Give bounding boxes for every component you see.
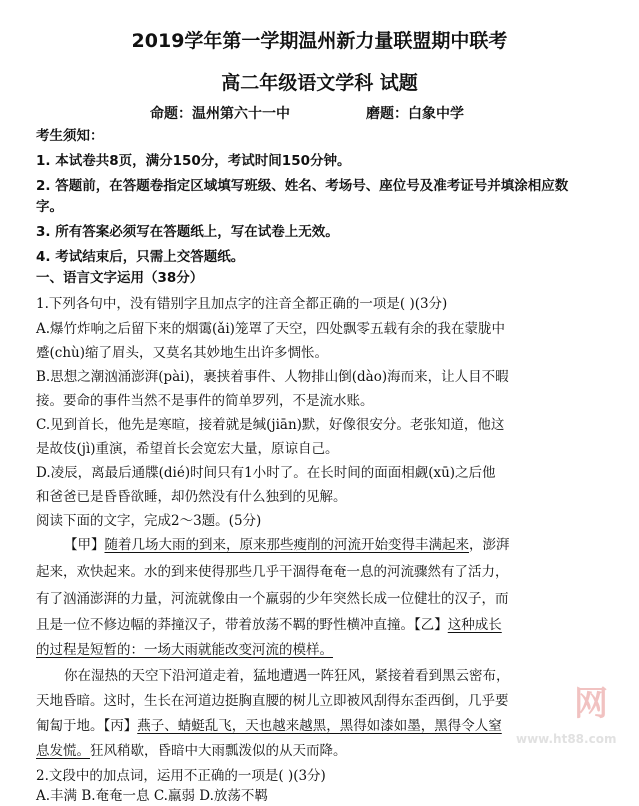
section-heading: 一、语言文字运用（38分） [36, 270, 204, 286]
underlined-sentence-yi: 这种成长 [447, 617, 502, 633]
question-2-options: A.丰满 B.奄奄一息 C.羸弱 D.放荡不羁 [36, 788, 268, 804]
option-a-line-1: A.爆竹炸响之后留下来的烟霭(ǎi)笼罩了天空，四处飘零五载有余的我在蒙胧中 [36, 321, 505, 337]
passage-line [36, 615, 502, 635]
option-d-line-1: D.凌辰，离最后通牒(dié)时间只有1小时了。在长时间的面面相觑(xū)之后他 [36, 465, 496, 481]
watermark-url: www.ht88.com [516, 732, 617, 746]
watermark-logo: 网 [574, 684, 608, 724]
option-a-line-2: 蹙(chù)缩了眉头，又莫名其妙地生出许多惆怅。 [36, 345, 328, 361]
notice-heading: 考生须知： [36, 128, 104, 144]
underlined-sentence-bing: 燕子、蜻蜓乱飞，天也越来越黑，黑得如漆如墨，黑得令人窒 [137, 718, 502, 734]
exam-subtitle: 高二年级语文学科 试题 [221, 72, 418, 94]
reviewer-label: 磨题：白象中学 [366, 106, 464, 122]
passage-text: 狂风稍歇，昏暗中大雨瓢泼似的从天而降。 [90, 743, 347, 759]
passage-line: 你在湿热的天空下沿河道走着，猛地遭遇一阵狂风，紧接着看到黑云密布， [64, 668, 510, 684]
passage-line [36, 716, 502, 736]
reading-intro: 阅读下面的文字，完成2～3题。(5分) [36, 513, 262, 529]
underlined-sentence-bing-cont: 息发慌。 [36, 743, 90, 759]
exam-title: 2019学年第一学期温州新力量联盟期中联考 [131, 30, 508, 52]
notice-item-2-cont: 字。 [36, 199, 63, 215]
question-2-stem: 2.文段中的加点词，运用不正确的一项是( )(3分) [36, 768, 326, 784]
option-b-line-1: B.思想之潮汹涌澎湃(pài)，裹挟着事件、人物排山倒(dào)海而来，让人目不暇 [36, 369, 509, 385]
passage-line [64, 535, 510, 555]
option-c-line-1: C.见到首长，他先是寒暄，接着就是缄(jiān)默，好像很安分。老张知道，他这 [36, 417, 505, 433]
passage-text: 匍匐于地。【丙】 [36, 718, 138, 734]
question-1-stem: 1.下列各句中，没有错别字且加点字的注音全都正确的一项是( )(3分) [36, 296, 448, 312]
passage-text: ，澎湃 [469, 537, 510, 553]
option-d-line-2: 和爸爸已是昏昏欲睡，却仍然没有什么独到的见解。 [36, 489, 347, 505]
passage-line: 起来，欢快起来。水的到来使得那些几乎干涸得奄奄一息的河流骤然有了活力， [36, 564, 509, 580]
author-label: 命题：温州第六十一中 [150, 106, 290, 122]
passage-line [36, 741, 347, 761]
underlined-sentence-yi-cont: 的过程是短暂的：一场大雨就能改变河流的模样。 [36, 642, 333, 658]
option-c-line-2: 是故伎(jì)重演，希望首长会宽宏大量，原谅自己。 [36, 441, 339, 457]
notice-item-1: 1. 本试卷共8页，满分150分，考试时间150分钟。 [36, 153, 351, 169]
passage-line: 天地昏暗。这时，生长在河道边挺胸直腰的树儿立即被风刮得东歪西倒，几乎要 [36, 693, 509, 709]
passage-text: 且是一位不修边幅的莽撞汉子，带着放荡不羁的野性横冲直撞。【乙】 [36, 617, 448, 633]
option-b-line-2: 接。要命的事件当然不是事件的简单罗列，不是流水账。 [36, 393, 374, 409]
notice-item-3: 3. 所有答案必须写在答题纸上，写在试卷上无效。 [36, 224, 339, 240]
notice-item-2: 2. 答题前，在答题卷指定区域填写班级、姓名、考场号、座位号及准考证号并填涂相应数 [36, 178, 569, 194]
passage-line: 有了汹涌澎湃的力量，河流就像由一个羸弱的少年突然长成一位健壮的汉子，而 [36, 591, 509, 607]
underlined-sentence-jia: 随着几场大雨的到来，原来那些瘦削的河流开始变得丰满起来 [104, 537, 469, 553]
marker-jia: 【甲】 [64, 537, 105, 553]
notice-item-4: 4. 考试结束后，只需上交答题纸。 [36, 249, 245, 265]
